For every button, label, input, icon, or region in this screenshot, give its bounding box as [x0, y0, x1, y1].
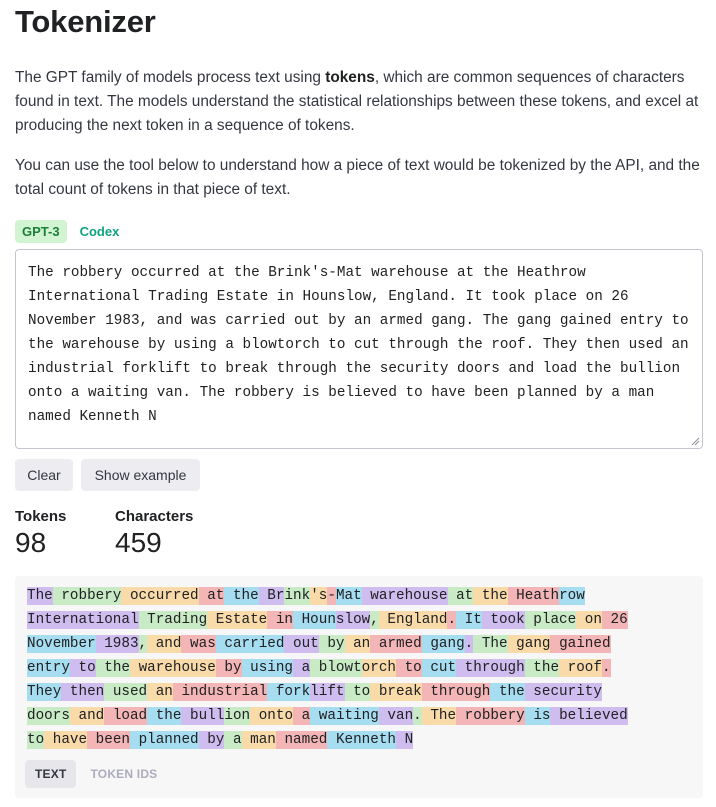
tokens-count: 98 [15, 527, 47, 558]
token: Houn [293, 612, 336, 628]
token: the [147, 708, 182, 724]
token: was [181, 636, 216, 652]
token: the [95, 660, 130, 676]
token: a [293, 708, 311, 724]
tab-token-ids[interactable]: TOKEN IDS [90, 767, 158, 781]
token-highlight-text [27, 584, 697, 752]
resize-grip-icon[interactable] [690, 436, 700, 446]
token: believed [550, 708, 628, 724]
token: by [215, 660, 242, 676]
token: an [147, 684, 173, 700]
token: through [456, 660, 525, 676]
token: lift [310, 684, 345, 700]
token: through [421, 684, 491, 700]
token: and [69, 708, 105, 724]
token: break [370, 684, 422, 700]
token: They [27, 684, 62, 700]
token: 's [310, 588, 328, 604]
tokenized-output [15, 576, 703, 798]
token: 1983 [95, 636, 139, 652]
token: doors [27, 708, 70, 724]
characters-stat [115, 508, 193, 559]
token: carried [215, 636, 285, 652]
token: a [293, 660, 311, 676]
token: Kenneth [327, 732, 396, 748]
token: been [87, 732, 130, 748]
clear-button[interactable]: Clear [15, 459, 73, 491]
token: by [198, 732, 225, 748]
token: industrial [172, 684, 268, 700]
token: Trading [138, 612, 208, 628]
tab-gpt3[interactable]: GPT-3 [15, 220, 67, 243]
token: took [481, 612, 525, 628]
intro-paragraph-2: You can use the tool below to understand how a piece of text would be tokenized by the API, and the total count of tokens in that piece of text. [15, 157, 700, 198]
token: . [464, 636, 474, 652]
token: is [524, 708, 551, 724]
intro-p1-before: The GPT family of models process text using [15, 69, 326, 86]
token: cut [421, 660, 457, 676]
token: planned [129, 732, 199, 748]
token: at [447, 588, 474, 604]
token: blowt [310, 660, 362, 676]
token: International [27, 612, 139, 628]
token: N [396, 732, 414, 748]
token: the [490, 684, 525, 700]
token: warehouse [361, 588, 448, 604]
token: , [138, 636, 148, 652]
tokens-label: Tokens [15, 508, 67, 525]
token: 26 [601, 612, 628, 628]
token: - [327, 588, 336, 604]
token: to [69, 660, 96, 676]
token: the [473, 588, 508, 604]
token: , [370, 612, 379, 628]
token: to [396, 660, 422, 676]
token: warehouse [129, 660, 216, 676]
token: slow [335, 612, 371, 628]
token: gained [550, 636, 611, 652]
token: robbery [456, 708, 525, 724]
show-example-button[interactable]: Show example [81, 459, 200, 491]
token: orch [361, 660, 396, 676]
tab-text[interactable]: TEXT [25, 760, 76, 788]
token: November [27, 636, 96, 652]
token: then [61, 684, 105, 700]
token: roof [559, 660, 602, 676]
token: van [378, 708, 414, 724]
token: out [284, 636, 319, 652]
token: the [224, 588, 259, 604]
token: in [267, 612, 293, 628]
token: ink [284, 588, 311, 604]
token: onto [250, 708, 294, 724]
token: to [27, 732, 45, 748]
page-title: Tokenizer [15, 4, 156, 39]
token: place [524, 612, 577, 628]
token: occurred [121, 588, 199, 604]
token: by [318, 636, 345, 652]
token: The [473, 636, 508, 652]
token: security [524, 684, 602, 700]
token: England [378, 612, 448, 628]
token: have [44, 732, 88, 748]
token: gang [507, 636, 551, 652]
token: Estate [207, 612, 268, 628]
token: man [241, 732, 276, 748]
token: It [456, 612, 482, 628]
token: The [27, 588, 53, 604]
token: to [344, 684, 371, 700]
view-tabs [25, 760, 167, 788]
characters-label: Characters [115, 508, 194, 525]
token: and [147, 636, 182, 652]
token: on [576, 612, 602, 628]
token: at [198, 588, 225, 604]
token: bull [181, 708, 225, 724]
token: a [224, 732, 242, 748]
tab-codex[interactable]: Codex [79, 224, 120, 239]
token: . [413, 708, 422, 724]
token: the [524, 660, 560, 676]
token: using [241, 660, 294, 676]
token: waiting [310, 708, 379, 724]
token: Mat [335, 588, 362, 604]
token: . [447, 612, 457, 628]
token: an [344, 636, 371, 652]
token: Heath [507, 588, 560, 604]
intro-p1-bold: tokens [325, 69, 375, 86]
characters-count: 459 [115, 527, 162, 558]
intro-paragraph-1 [15, 66, 705, 138]
tokens-stat [15, 508, 66, 559]
token: fork [267, 684, 311, 700]
token: armed [370, 636, 422, 652]
model-tabs [15, 220, 126, 243]
token: load [104, 708, 148, 724]
token: used [104, 684, 148, 700]
token: ion [224, 708, 251, 724]
intro-p1-after: , which are common sequences of characters found in text. The models understand the statistical relationships between these tokens, and excel at producing the next token in a sequence of tokens. [15, 69, 699, 134]
text-input[interactable]: The robbery occurred at the Brink's-Mat warehouse at the Heathrow International Trading Estate in Hounslow, England. It took place on 26 November 1983, and was carried out by an armed gang. The gang gained entry to the warehouse by using a blowtorch to cut through the roof. They then used an industrial forklift to break through the security doors and load the bullion onto a waiting van. The robbery is believed to have been planned by a man named Kenneth N [15, 249, 703, 449]
token: row [559, 588, 585, 604]
token: Br [258, 588, 285, 604]
token: named [275, 732, 328, 748]
token: robbery [52, 588, 122, 604]
token: entry [27, 660, 70, 676]
token: gang [421, 636, 465, 652]
token: The [421, 708, 457, 724]
token: . [601, 660, 611, 676]
